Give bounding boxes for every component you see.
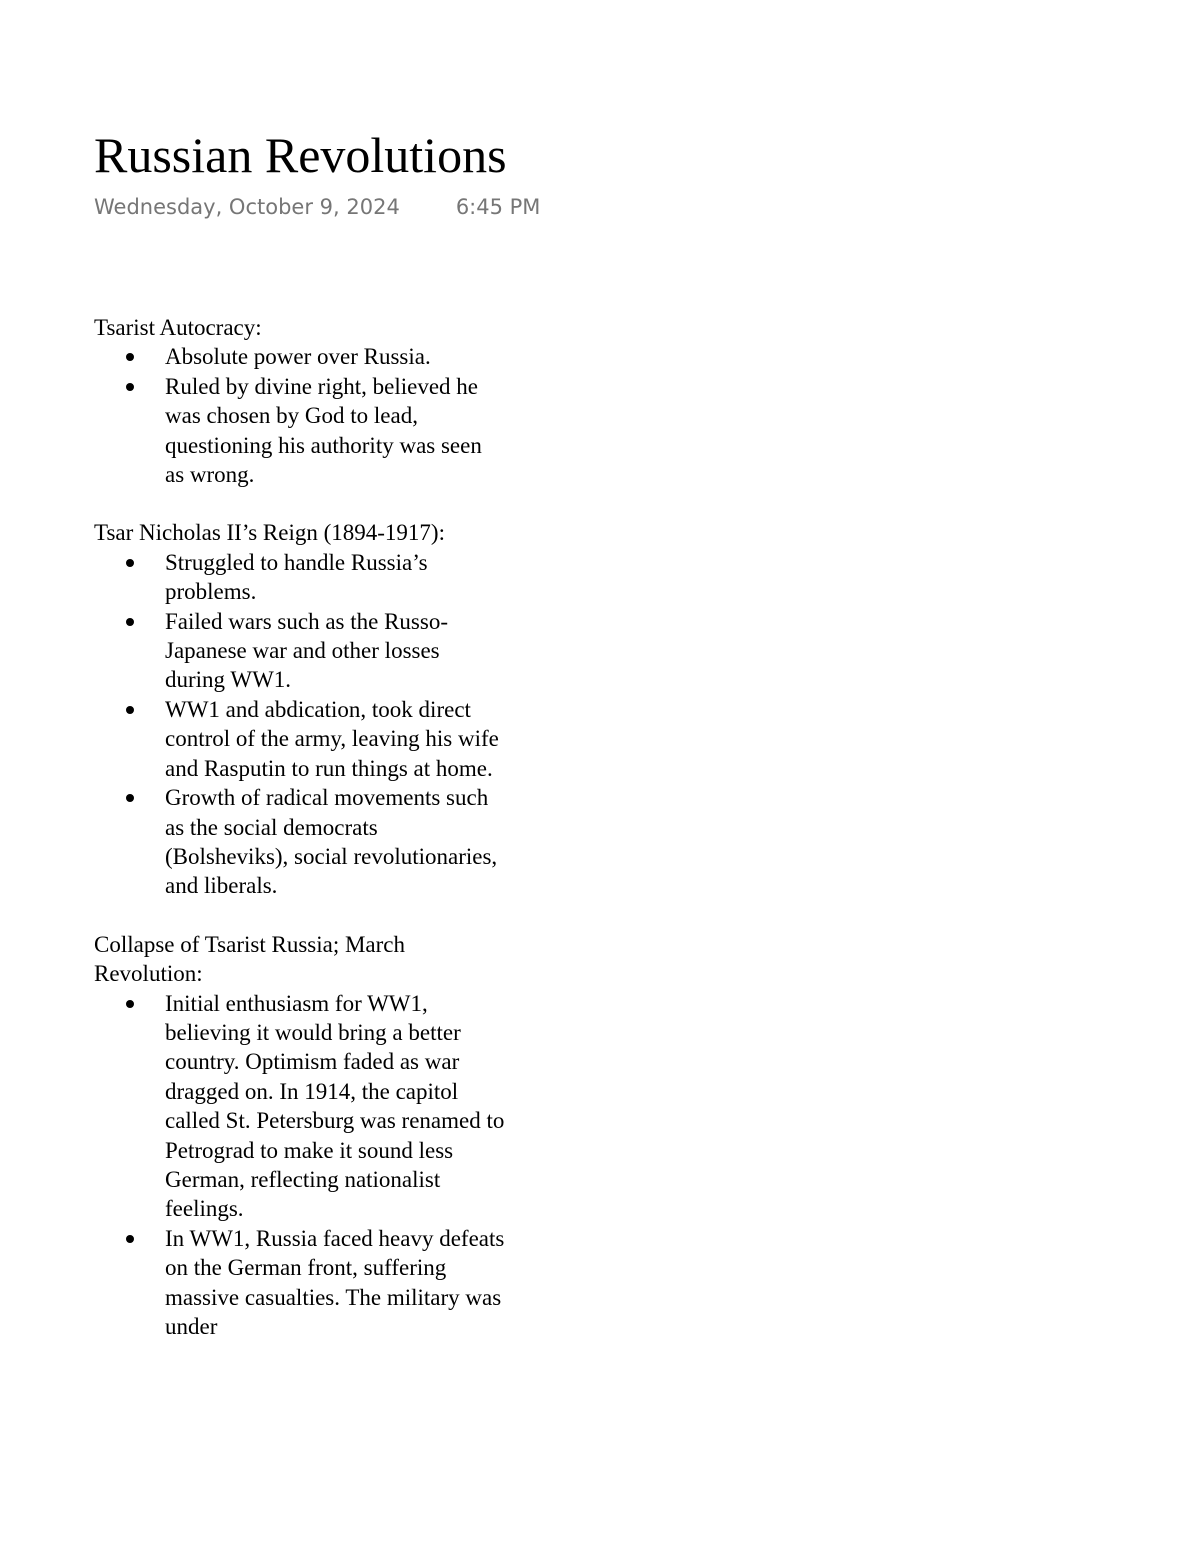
list-item-text: In WW1, Russia faced heavy defeats on the German front, suffering massive casualties. The military was under [165, 1225, 505, 1339]
list-item-text: Struggled to handle Russia’s problems. [165, 549, 428, 605]
bullet-list [94, 989, 514, 1342]
page-time: 6:45 PM [455, 195, 541, 219]
bullet-icon [126, 1235, 134, 1243]
bullet-icon [126, 706, 134, 714]
bullet-list [94, 548, 514, 901]
bullet-icon [126, 559, 134, 567]
section-collapse-march-revolution [94, 930, 514, 1342]
bullet-list [94, 342, 514, 489]
list-item [94, 607, 505, 695]
list-item [94, 695, 505, 783]
note-body[interactable] [94, 313, 514, 1437]
section-tsarist-autocracy [94, 313, 514, 489]
page-title: Russian Revolutions [94, 127, 507, 183]
section-heading: Collapse of Tsarist Russia; March Revolution: [94, 931, 405, 987]
bullet-icon [126, 794, 134, 802]
bullet-icon [126, 618, 134, 626]
page-timestamp [94, 193, 540, 221]
list-item [94, 989, 505, 1224]
list-item [94, 342, 505, 371]
page-date: Wednesday, October 9, 2024 [94, 195, 400, 219]
list-item [94, 372, 505, 490]
list-item-text: Growth of radical movements such as the social democrats (Bolsheviks), social revolutionaries, and liberals. [165, 785, 498, 899]
list-item-text: Absolute power over Russia. [165, 344, 431, 370]
list-item-text: Initial enthusiasm for WW1, believing it would bring a better country. Optimism faded as war dragged on. In 1914, the capitol called St. Petersburg was renamed to Petrograd to make it sound less German, reflecting nationalist feelings. [165, 990, 505, 1222]
bullet-icon [126, 1000, 134, 1008]
list-item-text: Failed wars such as the Russo-Japanese war and other losses during WW1. [165, 608, 448, 693]
bullet-icon [126, 353, 134, 361]
bullet-icon [126, 383, 134, 391]
list-item-text: Ruled by divine right, believed he was chosen by God to lead, questioning his authority was seen as wrong. [165, 373, 482, 488]
list-item [94, 783, 505, 901]
section-heading: Tsar Nicholas II’s Reign (1894-1917): [94, 520, 445, 546]
list-item [94, 548, 505, 607]
section-nicholas-reign [94, 518, 514, 900]
list-item [94, 1224, 505, 1342]
section-heading: Tsarist Autocracy: [94, 315, 262, 340]
list-item-text: WW1 and abdication, took direct control of the army, leaving his wife and Rasputin to run things at home. [165, 696, 499, 781]
